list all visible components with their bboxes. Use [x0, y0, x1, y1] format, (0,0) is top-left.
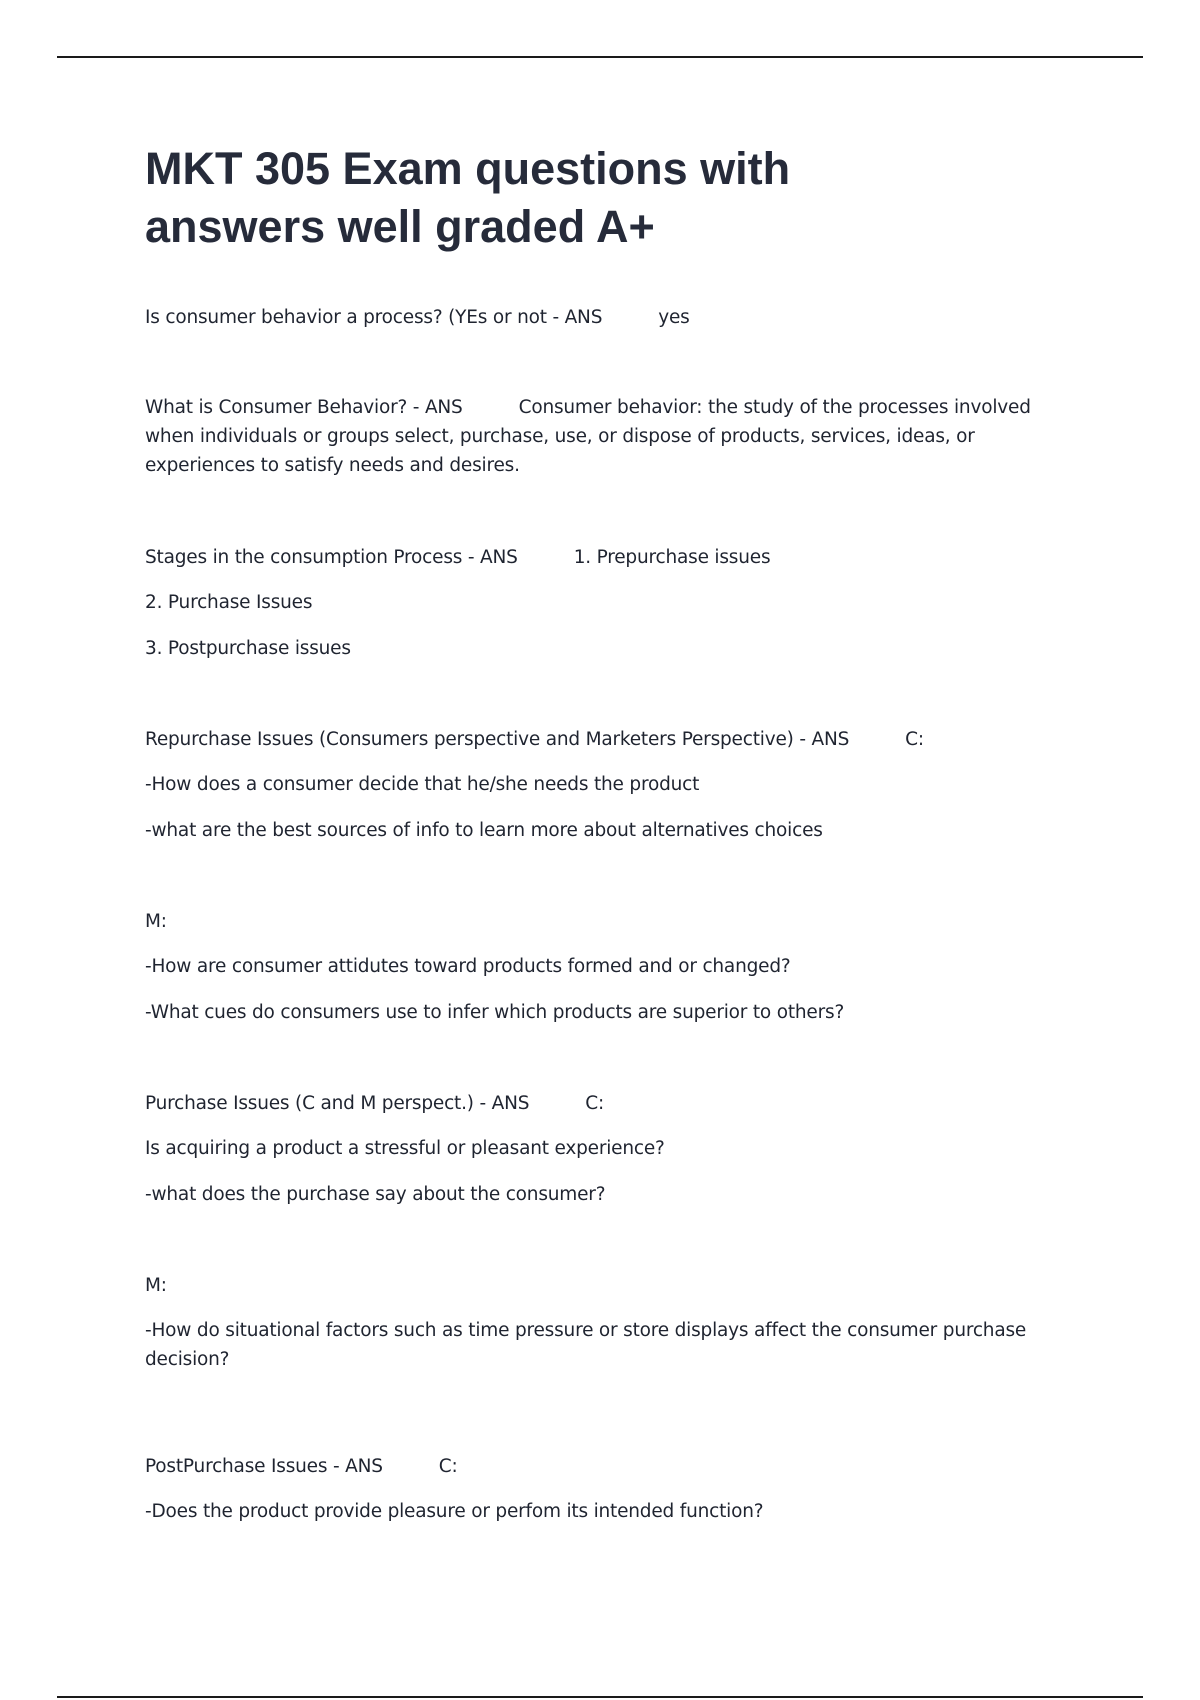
marketer-label: M:	[145, 911, 167, 932]
answer-line: -Does the product provide pleasure or perfom its intended function?	[145, 1501, 764, 1522]
answer-line: 2. Purchase Issues	[145, 592, 313, 613]
answer-line: -What cues do consumers use to infer which products are superior to others?	[145, 1002, 845, 1023]
answer-line: decision?	[145, 1349, 230, 1370]
footer-rule	[57, 1696, 1143, 1698]
question-text: Stages in the consumption Process - ANS	[145, 547, 518, 568]
qa-item-3	[145, 543, 1045, 572]
question-text: PostPurchase Issues - ANS	[145, 1456, 383, 1477]
answer-text: C:	[438, 1456, 458, 1477]
answer-text: C:	[585, 1093, 605, 1114]
answer-line: -How do situational factors such as time pressure or store displays affect the consumer purchase	[145, 1320, 1027, 1341]
qa-item-5	[145, 1089, 1045, 1118]
answer-continuation: experiences to satisfy needs and desires.	[145, 455, 520, 476]
qa-item-2	[145, 393, 1045, 480]
document-page	[145, 140, 1045, 1522]
qa-item-4	[145, 725, 1045, 754]
answer-line: -what are the best sources of info to learn more about alternatives choices	[145, 820, 823, 841]
qa-item-1	[145, 303, 690, 332]
title-line-1: MKT 305 Exam questions with	[145, 143, 791, 194]
question-text: Is consumer behavior a process? (YEs or not - ANS	[145, 307, 603, 328]
answer-text: C:	[905, 729, 924, 750]
answer-text: Consumer behavior: the study of the processes involved	[518, 397, 1031, 418]
document-title	[145, 140, 905, 256]
question-text: Purchase Issues (C and M perspect.) - ANS	[145, 1093, 530, 1114]
question-text: What is Consumer Behavior? - ANS	[145, 397, 463, 418]
answer-line: Is acquiring a product a stressful or pleasant experience?	[145, 1138, 665, 1159]
header-rule	[57, 56, 1143, 58]
answer-continuation: when individuals or groups select, purchase, use, or dispose of products, services, ideas, or	[145, 426, 975, 447]
answer-line: -How does a consumer decide that he/she needs the product	[145, 774, 700, 795]
answer-text: 1. Prepurchase issues	[573, 547, 771, 568]
answer-text: yes	[658, 307, 690, 328]
title-line-2: answers well graded A+	[145, 201, 655, 252]
marketer-label: M:	[145, 1275, 167, 1296]
question-text: Repurchase Issues (Consumers perspective and Marketers Perspective) - ANS	[145, 729, 850, 750]
answer-line: -How are consumer attidutes toward products formed and or changed?	[145, 956, 791, 977]
answer-block	[145, 1316, 1045, 1374]
qa-item-6	[145, 1452, 1045, 1481]
answer-line: -what does the purchase say about the consumer?	[145, 1184, 606, 1205]
answer-line: 3. Postpurchase issues	[145, 638, 351, 659]
